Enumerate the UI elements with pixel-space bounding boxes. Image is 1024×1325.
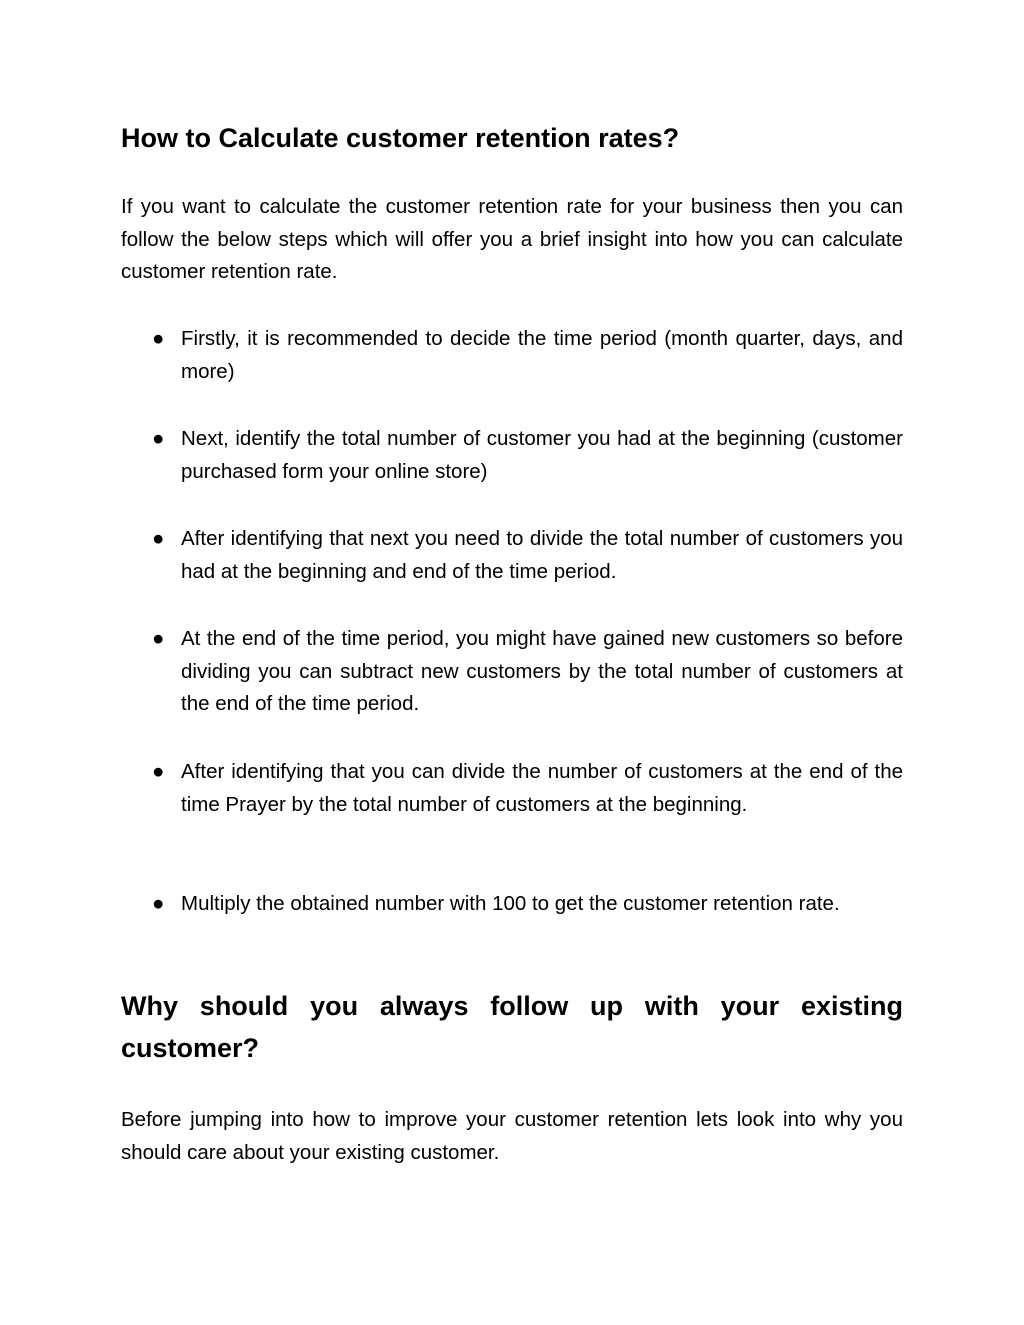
section-heading-follow-up: Why should you always follow up with your existing customer? [121,991,903,1063]
list-item-text: After identifying that next you need to divide the total number of customers you had at the beginning and end of the time period. [181,527,903,583]
bullet-icon: ● [152,527,165,550]
list-item-text: Firstly, it is recommended to decide the time period (month quarter, days, and more) [181,327,903,383]
bullet-icon: ● [152,760,165,783]
list-item-text: After identifying that you can divide the number of customers at the end of the time Prayer by the total number of customers at the beginning. [181,760,903,816]
bullet-icon: ● [152,892,165,915]
closing-paragraph: Before jumping into how to improve your customer retention lets look into why you should care about your existing customer. [121,1108,903,1164]
intro-paragraph: If you want to calculate the customer retention rate for your business then you can follow the below steps which will offer you a brief insight into how you can calculate customer retention rate. [121,195,903,283]
section-heading-calculate: How to Calculate customer retention rates? [121,123,680,153]
list-item-text: Next, identify the total number of customer you had at the beginning (customer purchased form your online store) [181,427,903,483]
bullet-icon: ● [152,427,165,450]
bullet-icon: ● [152,627,165,650]
list-item-text: At the end of the time period, you might have gained new customers so before dividing you can subtract new customers by the total number of customers at the end of the time period. [181,627,903,715]
list-item-text: Multiply the obtained number with 100 to get the customer retention rate. [181,892,840,915]
bullet-icon: ● [152,327,165,350]
